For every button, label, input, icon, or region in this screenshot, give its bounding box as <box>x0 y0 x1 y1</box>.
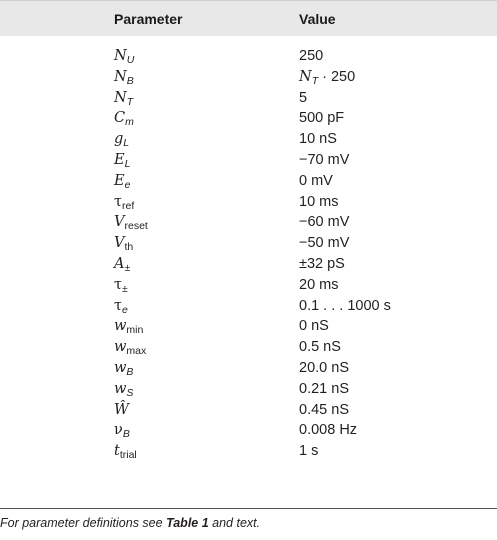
table-row <box>0 275 497 296</box>
table-row <box>0 108 497 129</box>
table-row <box>0 212 497 233</box>
parameter-value: 10 ms <box>299 193 339 210</box>
symbol-base: N <box>114 48 127 64</box>
parameter-value: 10 nS <box>299 131 337 148</box>
table-row <box>0 316 497 337</box>
header-value: Value <box>299 11 336 27</box>
table-row <box>0 254 497 275</box>
symbol-subscript: ref <box>122 199 135 212</box>
table-row <box>0 192 497 213</box>
parameter-value: 20.0 nS <box>299 359 349 376</box>
symbol-subscript: U <box>126 54 135 66</box>
symbol-subscript: ± <box>124 261 131 274</box>
symbol-base: τ <box>114 297 123 314</box>
parameter-value: 0.5 nS <box>299 339 341 356</box>
parameter-value: 0.21 nS <box>299 380 349 397</box>
symbol-subscript: m <box>125 116 134 129</box>
table-row <box>0 441 497 462</box>
table-row <box>0 400 497 421</box>
parameter-value: 500 pF <box>299 110 345 127</box>
table-row <box>0 358 497 379</box>
symbol-subscript: max <box>126 345 147 358</box>
parameter-value: 0 nS <box>299 318 329 335</box>
symbol-subscript: S <box>126 386 134 399</box>
symbol-base: N <box>114 89 127 106</box>
parameter-value: −60 mV <box>299 214 350 231</box>
parameter-value: 0.45 nS <box>299 401 349 418</box>
table-body <box>0 46 497 462</box>
symbol-base: w <box>114 380 127 397</box>
parameter-value: 0.1 . . . 1000 s <box>299 297 391 314</box>
symbol-subscript: B <box>122 428 130 441</box>
symbol-base: V <box>114 235 125 252</box>
symbol-subscript: e <box>122 303 128 316</box>
symbol-base: C <box>114 110 126 127</box>
table-row <box>0 67 497 88</box>
table-bottom-rule <box>0 508 497 509</box>
table-row <box>0 88 497 109</box>
symbol-base: g <box>114 131 124 148</box>
symbol-subscript: trial <box>119 449 137 462</box>
symbol-base: w <box>114 318 127 335</box>
footnote-prefix: For parameter definitions see <box>0 516 167 530</box>
footnote-table-ref: Table 1 <box>166 516 209 530</box>
symbol-base: t <box>114 443 120 460</box>
parameter-value: 0 mV <box>299 172 333 189</box>
table-row <box>0 233 497 254</box>
symbol-base: ν <box>114 422 123 439</box>
symbol-base: τ <box>114 276 123 293</box>
table-footnote <box>0 516 260 530</box>
table-row <box>0 337 497 358</box>
table-header <box>0 0 497 36</box>
parameter-value: 20 ms <box>299 276 339 293</box>
table-row <box>0 46 497 67</box>
parameter-symbol <box>114 400 129 420</box>
table-row <box>0 420 497 441</box>
symbol-subscript: B <box>126 365 134 378</box>
parameter-value: −70 mV <box>299 151 350 168</box>
table-row <box>0 379 497 400</box>
parameter-value: −50 mV <box>299 235 350 252</box>
table-row <box>0 296 497 317</box>
parameter-value: 250 <box>299 48 324 64</box>
symbol-subscript: th <box>124 241 134 254</box>
header-parameter: Parameter <box>114 11 183 27</box>
symbol-base: V <box>114 214 125 231</box>
footnote-suffix: and text. <box>208 516 261 530</box>
symbol-subscript: L <box>123 137 130 150</box>
symbol-subscript: e <box>124 178 131 191</box>
table-row <box>0 150 497 171</box>
symbol-subscript: reset <box>124 220 148 233</box>
symbol-subscript: T <box>126 95 134 108</box>
parameter-value: ±32 pS <box>299 255 345 272</box>
symbol-subscript: B <box>126 74 134 87</box>
symbol-base: w <box>114 359 127 376</box>
symbol-base: A <box>114 255 125 272</box>
parameter-value: $N_T \cdot 250$ <box>299 68 356 87</box>
table-row <box>0 129 497 150</box>
symbol-base: Ŵ <box>114 401 129 418</box>
symbol-base: N <box>114 68 127 85</box>
symbol-base: w <box>114 339 127 356</box>
table-row <box>0 171 497 192</box>
symbol-base: τ <box>114 193 123 210</box>
symbol-subscript: ± <box>122 282 128 295</box>
symbol-subscript: L <box>124 157 131 170</box>
symbol-base: E <box>114 172 125 189</box>
parameter-symbol <box>114 441 137 465</box>
symbol-base: E <box>114 151 125 168</box>
parameter-value: 1 s <box>299 443 319 460</box>
parameter-value: 0.008 Hz <box>299 422 358 439</box>
symbol-subscript: min <box>126 324 144 337</box>
parameter-value: 5 <box>299 89 308 106</box>
